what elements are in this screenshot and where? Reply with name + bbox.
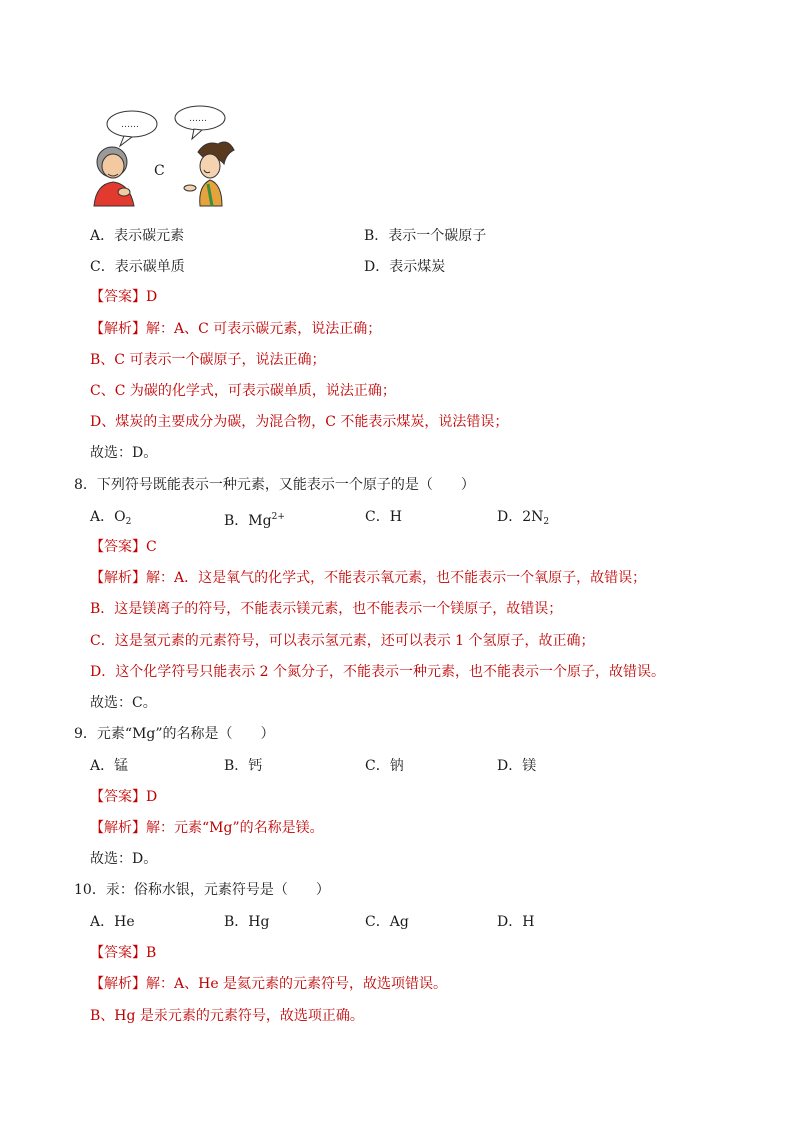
q7-analysis-line-3: C、C 为碳的化学式，可表示碳单质，说法正确； [90, 383, 396, 399]
q8-option-a-subscript: 2 [125, 517, 132, 527]
q8-option-a-text: A．O [90, 509, 126, 525]
analysis-tag: 【解析】 [90, 976, 146, 992]
q10-stem: 10．汞：俗称水银，元素符号是（ ） [74, 882, 330, 898]
q9-option-b: B．钙 [224, 758, 263, 774]
q8-option-b [224, 507, 285, 531]
analysis-text: 元素“Mg”的名称是镁。 [174, 820, 324, 836]
q7-analysis-line-1 [90, 319, 381, 339]
older-man-icon [94, 147, 134, 206]
answer-tag: 【答案】 [90, 945, 146, 961]
analysis-text: A．这是氧气的化学式，不能表示氧元素，也不能表示一个氧原子，故错误； [174, 570, 647, 586]
q8-option-b-text: B．Mg [224, 513, 272, 529]
analysis-tag: 【解析】 [90, 321, 146, 337]
q9-option-d: D．镁 [497, 758, 537, 774]
q7-analysis-line-2: B、C 可表示一个碳原子，说法正确； [90, 352, 326, 368]
answer-value: D [146, 289, 158, 305]
q10-option-c: C．Ag [365, 914, 409, 930]
q7-option-c: C．表示碳单质 [90, 259, 185, 275]
q7-option-d: D．表示煤炭 [364, 259, 446, 275]
q8-option-c: C．H [365, 509, 402, 525]
q10-option-a: A．He [90, 914, 135, 930]
q9-conclusion: 故选：D。 [90, 851, 158, 867]
analysis-lead: 解： [146, 976, 174, 992]
q8-option-d [497, 507, 549, 532]
q8-analysis-line-4: D．这个化学符号只能表示 2 个氮分子，不能表示一种元素，也不能表示一个原子，故错误。 [90, 664, 666, 680]
q9-answer [90, 787, 157, 807]
q10-option-d: D．H [497, 914, 535, 930]
q9-stem: 9．元素“Mg”的名称是（ ） [74, 726, 275, 742]
answer-tag: 【答案】 [90, 539, 146, 555]
analysis-text: A、C 可表示碳元素，说法正确； [174, 321, 382, 337]
q8-analysis-line-1 [90, 568, 646, 588]
q10-analysis-line-2: B、Hg 是汞元素的元素符号，故选项正确。 [90, 1008, 364, 1024]
q9-option-a: A．锰 [90, 758, 129, 774]
analysis-tag: 【解析】 [90, 570, 146, 586]
q7-option-b: B．表示一个碳原子 [364, 228, 487, 244]
analysis-text: A、He 是氦元素的元素符号，故选项错误。 [174, 976, 448, 992]
illustration-two-people-discussing [88, 100, 248, 210]
figure-symbol-label: C [154, 163, 165, 179]
answer-value: C [146, 539, 157, 555]
q7-option-a: A．表示碳元素 [90, 228, 185, 244]
q9-analysis [90, 818, 324, 838]
q7-answer [90, 287, 157, 307]
girl-icon [184, 142, 234, 206]
answer-tag: 【答案】 [90, 289, 146, 305]
analysis-lead: 解： [146, 820, 174, 836]
answer-value: D [146, 789, 158, 805]
q8-option-b-superscript: 2+ [271, 512, 285, 522]
q9-option-c: C．钠 [365, 758, 404, 774]
answer-value: B [146, 945, 157, 961]
q8-option-d-subscript: 2 [543, 517, 550, 527]
bubble-left-text: …… [121, 120, 139, 130]
q8-stem: 8．下列符号既能表示一种元素，又能表示一个原子的是（ ） [74, 477, 475, 493]
answer-tag: 【答案】 [90, 789, 146, 805]
q7-conclusion: 故选：D。 [90, 445, 158, 461]
analysis-lead: 解： [146, 321, 174, 337]
q8-answer [90, 537, 157, 557]
analysis-tag: 【解析】 [90, 820, 146, 836]
analysis-lead: 解： [146, 570, 174, 586]
q8-analysis-line-3: C．这是氢元素的元素符号，可以表示氢元素，还可以表示 1 个氢原子，故正确； [90, 633, 595, 649]
q8-option-a [90, 507, 131, 532]
bubble-right-text: …… [189, 114, 207, 124]
q7-analysis-line-4: D、煤炭的主要成分为碳，为混合物，C 不能表示煤炭，说法错误； [90, 414, 509, 430]
q8-option-d-text: D．2N [497, 509, 544, 525]
q10-answer [90, 943, 156, 963]
q10-analysis-line-1 [90, 974, 447, 994]
q8-analysis-line-2: B．这是镁离子的符号，不能表示镁元素，也不能表示一个镁原子，故错误； [90, 601, 563, 617]
q10-option-b: B．Hg [224, 914, 270, 930]
q8-conclusion: 故选：C。 [90, 695, 157, 711]
